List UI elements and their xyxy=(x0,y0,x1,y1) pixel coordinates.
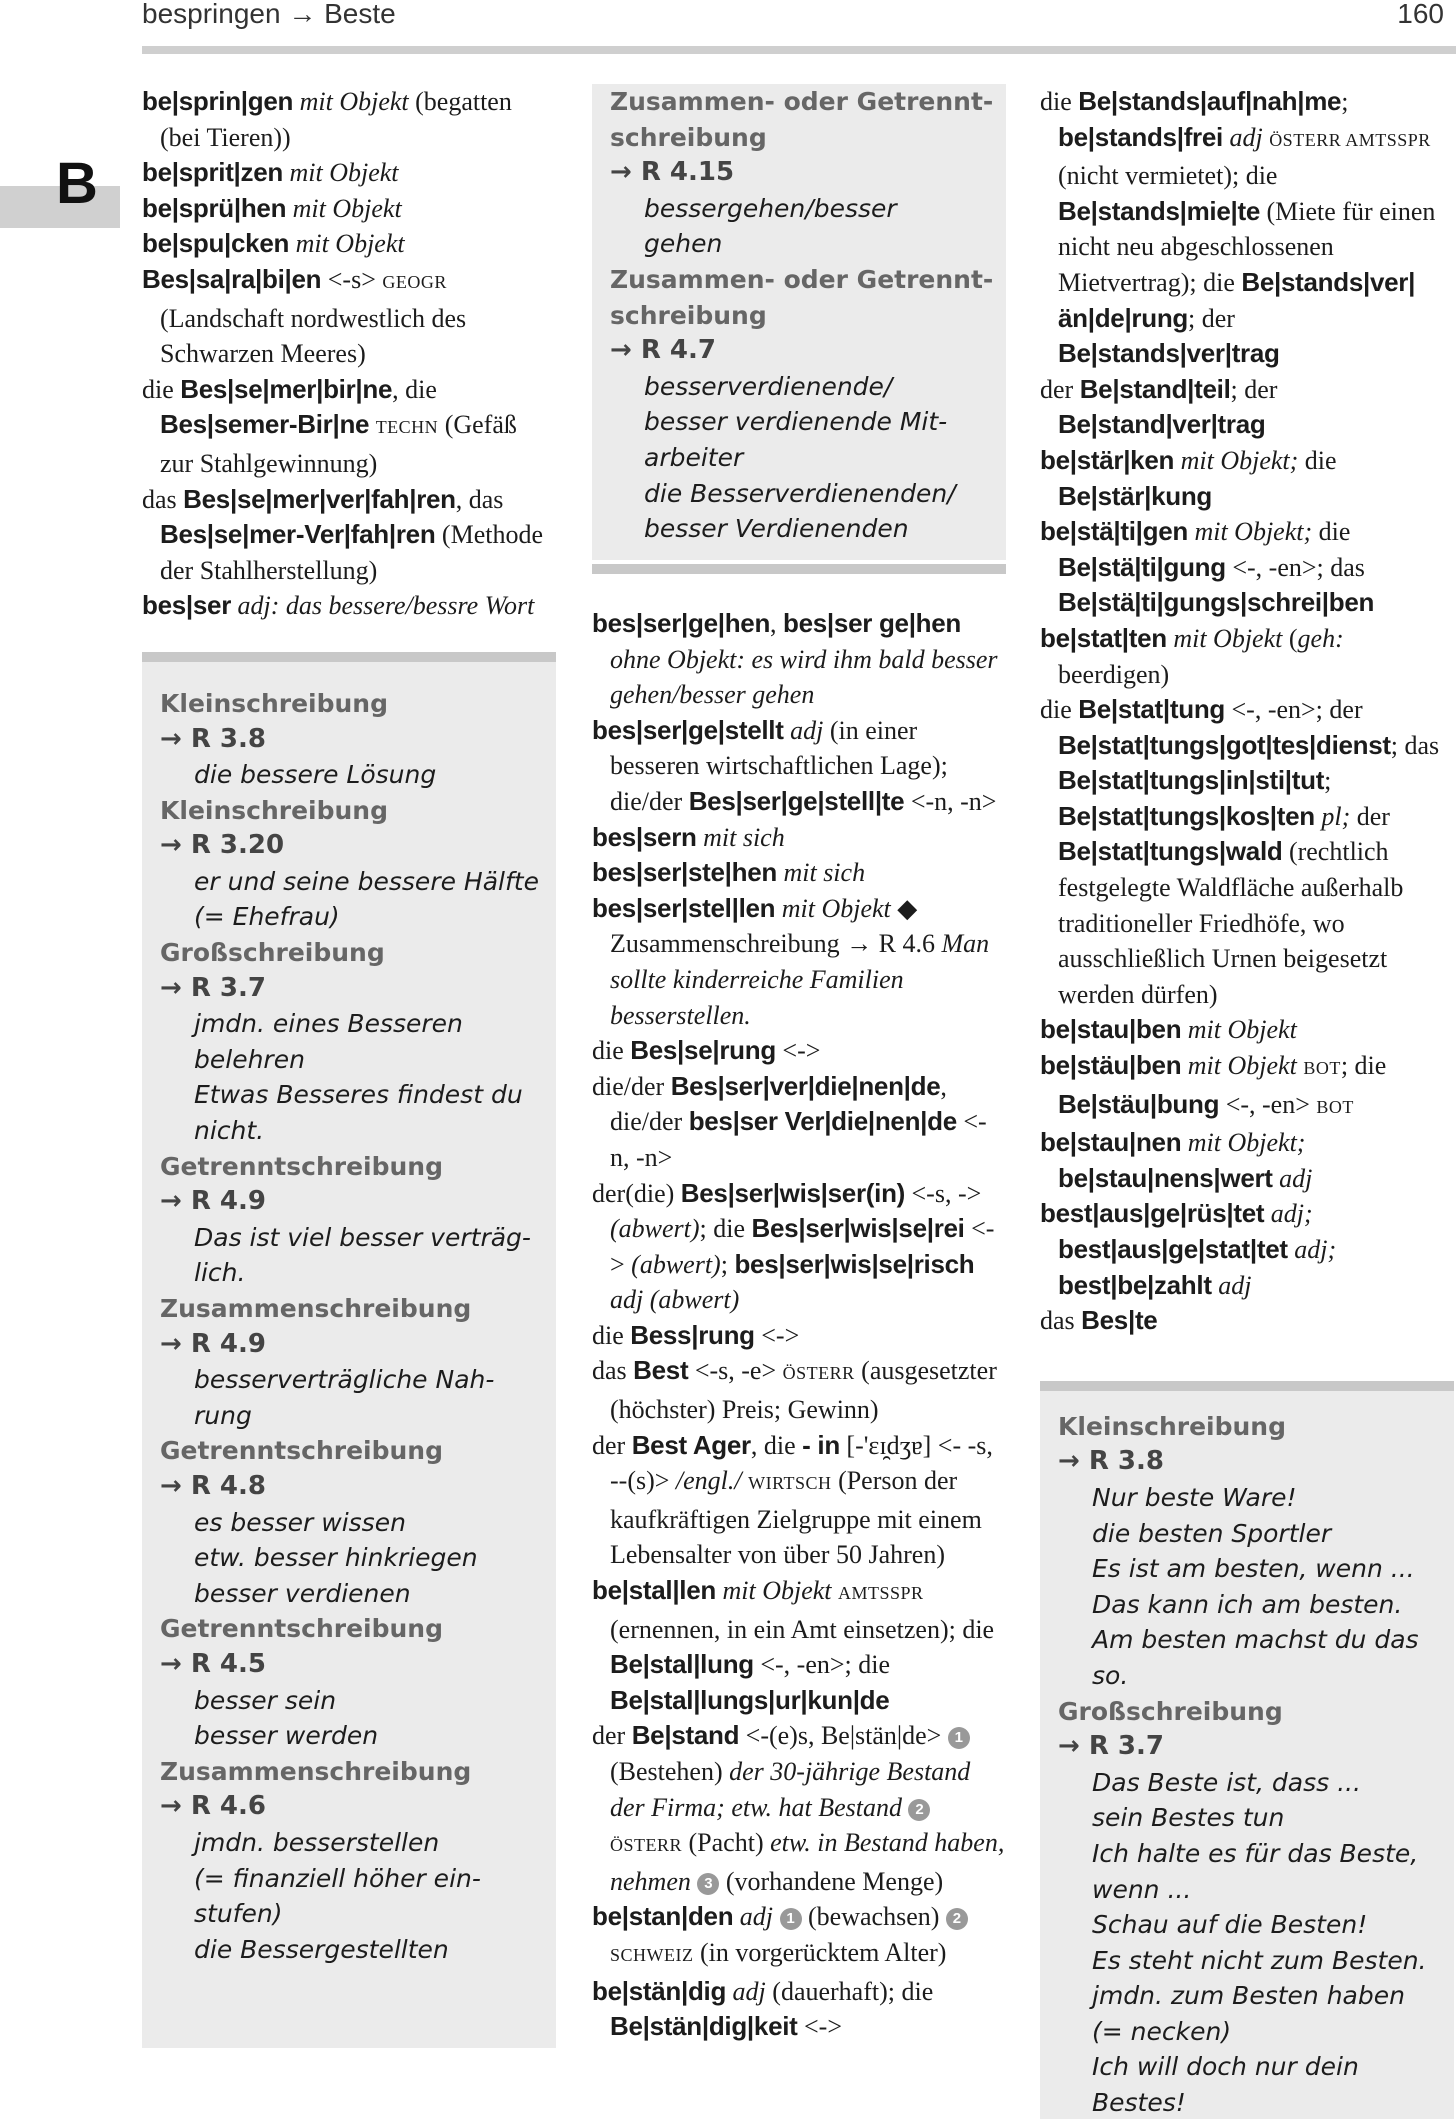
entry-text: <-s, -> xyxy=(905,1178,982,1208)
entry-text: , die xyxy=(392,374,437,404)
example-line: Das kann ich am besten. xyxy=(1092,1589,1403,1619)
note-heading: Zusammen- oder Getrennt- xyxy=(610,264,994,294)
entry-text: (in einer besseren wirtschaftlichen Lage); die/der xyxy=(610,715,948,816)
headword: Bes|ser|wis|se|rei xyxy=(751,1213,965,1244)
entry-text: (bewachsen) xyxy=(801,1902,946,1932)
note-heading: Getrenntschreibung xyxy=(160,1151,443,1181)
example-line: besser werden xyxy=(194,1721,379,1751)
dictionary-entry xyxy=(142,588,556,624)
note-heading: Kleinschreibung xyxy=(1058,1411,1287,1441)
headword: Bes|sa|ra|bi|en xyxy=(142,263,322,294)
note-heading: Kleinschreibung xyxy=(160,688,389,718)
note-heading-cont: schreibung xyxy=(610,300,767,330)
entry-text: der xyxy=(592,1721,632,1751)
headword: Bess|rung xyxy=(630,1319,755,1350)
entry-text: ; xyxy=(1341,87,1349,116)
headword: best|be|zahlt xyxy=(1058,1269,1212,1300)
grammar-label: (abwert) xyxy=(610,1214,700,1244)
example-line: die Besserverdienenden/ xyxy=(644,478,956,508)
subject-label: GEOGR xyxy=(382,271,447,292)
grammar-label: mit sich xyxy=(783,858,866,888)
entry-text: ; der xyxy=(1230,374,1278,404)
entry-text: <-n, -n> xyxy=(904,786,997,816)
grammar-label: mit Objekt xyxy=(1173,623,1283,653)
entry-text: , die/der xyxy=(610,1071,947,1137)
headword: be|stau|nen xyxy=(1040,1127,1182,1158)
example-line: jmdn. zum Besten haben xyxy=(1092,1981,1405,2011)
headword: bes|ser ge|hen xyxy=(783,608,962,638)
rule-reference: → R 3.7 xyxy=(160,972,266,1003)
rule-reference: → R 4.6 xyxy=(160,1791,266,1822)
example-line: Es ist am besten, wenn ... xyxy=(1092,1554,1415,1584)
headword: Best xyxy=(633,1355,689,1386)
subject-label: BOT xyxy=(1303,1058,1341,1079)
headword: be|sprin|gen xyxy=(142,86,294,116)
entry-text: <-n, -n> xyxy=(610,1107,987,1172)
entry-text: die xyxy=(592,1320,631,1350)
dictionary-entry xyxy=(592,891,1006,1033)
example-line: (= Ehefrau) xyxy=(194,902,340,932)
spelling-note-box-1 xyxy=(142,652,556,2048)
example-line: belehren xyxy=(194,1044,305,1074)
subject-label: BOT xyxy=(1316,1096,1354,1117)
grammar-label: mit Objekt xyxy=(292,193,402,223)
example-line: Bestes! xyxy=(1092,2088,1186,2118)
grammar-label: adj xyxy=(1279,1163,1313,1193)
headword: be|stau|ben xyxy=(1040,1014,1182,1045)
grammar-label: adj xyxy=(1218,1270,1252,1300)
grammar-label: /engl./ xyxy=(675,1466,742,1496)
entry-text: die xyxy=(142,374,181,404)
grammar-label: adj xyxy=(739,1902,774,1932)
headword: bes|ser xyxy=(142,590,232,621)
headword: Bes|se|mer|bir|ne xyxy=(180,373,393,404)
headword: be|stän|dig xyxy=(592,1975,727,2006)
entry-text: die xyxy=(592,1036,631,1066)
sense-number: 3 xyxy=(697,1873,719,1895)
example-line: nicht. xyxy=(194,1116,265,1146)
entry-text: (nicht vermietet); die xyxy=(1058,161,1278,191)
entry-text: <-, -en>; das xyxy=(1225,552,1365,582)
grammar-label: mit Objekt xyxy=(722,1576,832,1606)
example-line: besser verdienen xyxy=(194,1578,411,1608)
entry-text: ; die xyxy=(1340,1051,1387,1081)
headword: Bes|ser|ge|stell|te xyxy=(688,785,905,816)
example-line: Ich halte es für das Beste, xyxy=(1092,1838,1419,1868)
entry-text: (in vorgerücktem Alter) xyxy=(693,1937,947,1967)
dictionary-entry xyxy=(1040,443,1454,514)
entry-text: die xyxy=(1040,87,1079,116)
example-line: sein Bestes tun xyxy=(1092,1803,1285,1833)
headword: Be|stand xyxy=(631,1720,740,1751)
headword: bes|ser|stel|len xyxy=(592,892,776,923)
entry-text: die/der xyxy=(592,1071,671,1101)
headword: Be|stä|ti|gung xyxy=(1058,551,1226,582)
headword: Be|stat|tungs|kos|ten xyxy=(1058,800,1315,831)
headword: Be|stat|tungs|got|tes|dienst xyxy=(1058,729,1391,760)
entry-text: (Methode der Stahlherstellung) xyxy=(160,520,544,585)
dictionary-entry xyxy=(592,1573,1006,1718)
example-line: besserverdienende/ xyxy=(644,371,893,401)
note-heading: Kleinschreibung xyxy=(160,795,389,825)
headword: be|stat|ten xyxy=(1040,622,1167,653)
note-heading: Zusammen- oder Getrennt- xyxy=(610,87,994,116)
entry-text: (dauerhaft); die xyxy=(765,1976,934,2006)
sense-number: 2 xyxy=(946,1908,968,1930)
box-2-bottom-rule xyxy=(592,564,1006,574)
headword: bes|ser|ge|hen xyxy=(592,608,771,638)
rule-reference: → R 4.5 xyxy=(160,1648,266,1679)
example-line: bessergehen/besser xyxy=(644,193,897,223)
entry-text: (begatten (bei Tieren)) xyxy=(160,87,512,152)
example-line: die bessere Lösung xyxy=(194,760,437,790)
example-line: besserverträgliche Nah- xyxy=(194,1365,495,1395)
subject-label: SCHWEIZ xyxy=(610,1944,694,1965)
dictionary-entry xyxy=(592,606,1006,713)
dictionary-entry xyxy=(1040,1125,1454,1196)
rule-reference: → R 3.7 xyxy=(1058,1731,1164,1762)
dictionary-entry xyxy=(142,482,556,589)
entry-text: <-> xyxy=(754,1320,800,1350)
note-heading: Zusammenschreibung xyxy=(160,1294,472,1323)
entry-text: der xyxy=(1040,374,1080,404)
entry-text: <-s> xyxy=(321,264,383,294)
rule-reference: → R 4.7 xyxy=(610,335,716,366)
entry-text: , das xyxy=(455,484,504,514)
entry-text xyxy=(773,1902,780,1931)
headword: be|stär|ken xyxy=(1040,444,1175,475)
running-header-title: bespringen → Beste xyxy=(142,0,396,29)
headword: be|sprü|hen xyxy=(142,192,287,223)
dictionary-entry xyxy=(142,226,556,262)
headword: be|stal|len xyxy=(592,1575,716,1606)
headword: Be|stands|ver|trag xyxy=(1058,338,1280,369)
headword: Best Ager xyxy=(631,1429,751,1460)
grammar-label: adj xyxy=(732,1976,766,2006)
entry-text: (Gefäß zur Stahlgewinnung) xyxy=(160,410,517,478)
example-line: jmdn. besserstellen xyxy=(194,1827,440,1857)
example-line: besser sein xyxy=(194,1685,337,1715)
entry-text: die xyxy=(1312,517,1351,547)
example-line: besser verdienende Mit- xyxy=(644,407,948,437)
dictionary-entry xyxy=(592,1974,1006,2045)
headword: Bes|se|mer-Ver|fah|ren xyxy=(160,519,436,550)
headword: Be|stär|kung xyxy=(1058,480,1212,511)
headword: Bes|se|mer|ver|fah|ren xyxy=(183,483,456,514)
entry-text: <-, -en>; die xyxy=(753,1650,891,1680)
subject-label: ÖSTERR AMTSSPR xyxy=(1269,129,1431,150)
entry-text: (Miete für einen nicht neu abgeschlossenen Mietvertrag); die xyxy=(1058,196,1436,297)
headword: Be|stal|lung xyxy=(610,1649,754,1680)
dictionary-entry xyxy=(1040,372,1454,443)
grammar-label: Man sollte kinderreiche Familien besserstellen. xyxy=(610,929,990,1030)
dictionary-entry xyxy=(592,1899,1006,1973)
note-heading: Zusammenschreibung xyxy=(160,1756,472,1786)
entry-text: die xyxy=(1040,695,1079,725)
entry-text: ; der xyxy=(1188,303,1235,333)
thumb-index-letter: B xyxy=(56,151,98,216)
entry-text: ◆ Zusammenschreibung → R 4.6 xyxy=(610,893,942,959)
headword: Be|stands|mie|te xyxy=(1058,195,1260,226)
example-line: so. xyxy=(1092,1660,1129,1690)
dictionary-entry xyxy=(1040,1303,1454,1339)
entry-text: (Pacht) xyxy=(682,1828,771,1858)
headword: Be|stä|ti|gungs|schrei|ben xyxy=(1058,587,1375,618)
dictionary-entry xyxy=(1040,84,1454,372)
headword: Be|stand|ver|trag xyxy=(1058,409,1266,440)
entry-text: (Person der kaufkräftigen Zielgruppe mit einem Lebensalter von über 50 Jahren) xyxy=(610,1466,982,1570)
dictionary-entry xyxy=(142,191,556,227)
entry-text: der(die) xyxy=(592,1178,681,1208)
example-line: Etwas Besseres findest du xyxy=(194,1080,523,1110)
dictionary-entry xyxy=(592,1069,1006,1176)
grammar-label: mit Objekt; xyxy=(1194,517,1313,547)
example-line: jmdn. eines Besseren xyxy=(194,1009,463,1039)
example-line: wenn ... xyxy=(1092,1874,1192,1904)
headword: Be|stat|tung xyxy=(1078,694,1225,725)
dictionary-entry xyxy=(592,820,1006,856)
headword: Be|stäu|bung xyxy=(1058,1088,1220,1119)
entry-text: <-, -en>; der xyxy=(1225,695,1363,725)
note-heading: Getrenntschreibung xyxy=(160,1436,443,1466)
entry-text: <-> xyxy=(797,2012,842,2042)
entry-text: (vorhandene Menge) xyxy=(719,1866,944,1896)
sense-number: 1 xyxy=(780,1908,802,1930)
example-line: Am besten machst du das xyxy=(1092,1625,1419,1655)
dictionary-entry xyxy=(1040,692,1454,1012)
rule-reference: → R 4.9 xyxy=(160,1328,266,1359)
entry-text: ; das xyxy=(1390,730,1440,760)
column-3 xyxy=(1040,84,1454,2119)
entry-text: <-s, -e> xyxy=(688,1356,783,1386)
dictionary-entry xyxy=(142,84,556,155)
grammar-label: adj: das bessere/bessre Wort xyxy=(237,591,535,621)
example-line: Das Beste ist, dass ... xyxy=(1092,1767,1361,1797)
grammar-label: ohne Objekt: es wird ihm bald besser gehen/besser gehen xyxy=(610,644,998,710)
grammar-label: adj; xyxy=(1294,1235,1337,1264)
dictionary-entry xyxy=(592,1318,1006,1354)
example-line: die besten Sportler xyxy=(1092,1518,1332,1548)
grammar-label: mit Objekt xyxy=(1187,1051,1297,1081)
example-line: die Bessergestellten xyxy=(194,1934,449,1964)
entry-text: ( xyxy=(1282,623,1298,653)
entry-text: <-> xyxy=(610,1214,995,1279)
headword: be|stä|ti|gen xyxy=(1040,516,1188,547)
dictionary-entry xyxy=(592,1033,1006,1069)
headword: be|stan|den xyxy=(592,1901,734,1932)
entry-text: <-, -en> xyxy=(1219,1089,1317,1119)
example-line: es besser wissen xyxy=(194,1507,406,1537)
grammar-label: mit Objekt xyxy=(299,87,409,116)
example-line: rung xyxy=(194,1400,252,1430)
headword: bes|ser|ge|stellt xyxy=(592,714,784,745)
headword: Be|stands|ver|än|de|rung xyxy=(1058,266,1416,333)
example-line: stufen) xyxy=(194,1899,283,1929)
entry-text: [-'ɛɪ̯dʒɐ] <- -s, --(s)> xyxy=(610,1430,993,1496)
sense-number: 2 xyxy=(908,1799,930,1821)
grammar-label: mit Objekt xyxy=(1187,1015,1297,1045)
grammar-label: etw. in Bestand haben, nehmen xyxy=(610,1828,1005,1896)
dictionary-entry xyxy=(1040,1196,1454,1303)
example-line: gehen xyxy=(644,229,723,259)
spelling-note-box-2 xyxy=(592,84,1006,560)
grammar-label: pl; xyxy=(1321,801,1351,831)
headword: Be|stands|auf|nah|me xyxy=(1078,86,1342,116)
grammar-label: adj (abwert) xyxy=(610,1285,740,1315)
headword: Bes|se|rung xyxy=(630,1035,776,1066)
example-line: arbeiter xyxy=(644,442,744,472)
dictionary-entry xyxy=(592,713,1006,820)
note-heading: Getrenntschreibung xyxy=(160,1614,443,1644)
example-line: Es steht nicht zum Besten. xyxy=(1092,1945,1427,1975)
dictionary-entry xyxy=(142,372,556,482)
entry-text: der xyxy=(592,1430,632,1460)
grammar-label: mit Objekt xyxy=(295,229,405,259)
rule-reference: → R 3.8 xyxy=(1058,1446,1164,1477)
grammar-label: (abwert) xyxy=(631,1249,721,1279)
entry-text: (Landschaft nordwestlich des Schwarzen Meeres) xyxy=(160,303,467,369)
header-rule xyxy=(142,46,1456,54)
headword: Be|stat|tungs|in|sti|tut xyxy=(1058,765,1325,796)
dictionary-entry xyxy=(592,1353,1006,1427)
headword: Bes|semer-Bir|ne xyxy=(160,409,370,440)
subject-label: ÖSTERR xyxy=(782,1363,855,1384)
dictionary-entry xyxy=(592,855,1006,891)
entry-text: , xyxy=(770,609,784,638)
spelling-note-box-3 xyxy=(1040,1381,1454,2119)
dictionary-entry xyxy=(592,1428,1006,1573)
grammar-label: adj xyxy=(790,715,824,745)
headword: Be|stand|teil xyxy=(1079,373,1231,404)
dictionary-entry xyxy=(1040,1048,1454,1125)
entry-text: der xyxy=(1350,801,1390,831)
entry-text: <-(e)s, Be|stän|de> xyxy=(739,1721,948,1751)
headword: Be|stän|dig|keit xyxy=(610,2011,798,2042)
grammar-label: mit Objekt; xyxy=(1187,1128,1306,1158)
example-line: Nur beste Ware! xyxy=(1092,1482,1297,1512)
rule-reference: → R 4.8 xyxy=(160,1470,266,1501)
headword: bes|ser|ste|hen xyxy=(592,857,777,888)
entries-col1 xyxy=(142,84,556,624)
grammar-label: mit Objekt; xyxy=(1180,445,1299,475)
entry-text: (rechtlich festgelegte Waldfläche außerhalb traditioneller Friedhöfe, wo ausschließlich Urnen beigesetzt werden dürfen) xyxy=(1058,837,1404,1009)
example-line: besser Verdienenden xyxy=(644,514,909,544)
grammar-label: geh: xyxy=(1297,623,1344,653)
entry-text: das xyxy=(142,484,184,514)
entry-text: das xyxy=(1040,1306,1082,1336)
entry-text: , die xyxy=(750,1430,803,1460)
example-line: etw. besser hinkriegen xyxy=(194,1543,478,1573)
entry-text: (ausgesetzter (höchster) Preis; Gewinn) xyxy=(610,1356,997,1425)
example-line: (= finanziell höher ein- xyxy=(194,1863,481,1893)
headword: bes|sern xyxy=(592,821,697,852)
example-line: er und seine bessere Hälfte xyxy=(194,866,539,896)
entry-text: (ernennen, in ein Amt einsetzen); die xyxy=(610,1614,995,1644)
sense-number: 1 xyxy=(948,1727,970,1749)
dictionary-entry xyxy=(1040,514,1454,621)
headword: be|stau|nens|wert xyxy=(1058,1162,1273,1193)
dictionary-entry xyxy=(142,155,556,191)
grammar-label: der 30-jährige Bestand der Firma; etw. hat Bestand xyxy=(610,1757,971,1822)
note-heading: Großschreibung xyxy=(160,938,385,968)
headword: be|stands|frei xyxy=(1058,121,1223,152)
headword: Be|stat|tungs|wald xyxy=(1058,836,1283,867)
rule-reference: → R 3.8 xyxy=(160,723,266,754)
dictionary-entry xyxy=(592,1718,1006,1899)
subject-label: TECHN xyxy=(375,417,439,438)
entry-text: ; xyxy=(720,1249,735,1279)
example-line: Ich will doch nur dein xyxy=(1092,2052,1359,2082)
page-number: 160 xyxy=(1397,0,1444,29)
entry-text: ; die xyxy=(699,1214,752,1244)
note-heading: Großschreibung xyxy=(1058,1696,1283,1726)
rule-reference: → R 4.15 xyxy=(610,157,735,188)
headword: Bes|te xyxy=(1081,1305,1158,1336)
example-line: (= necken) xyxy=(1092,2016,1232,2046)
subject-label: ÖSTERR xyxy=(610,1835,683,1856)
entry-text: <-> xyxy=(775,1036,821,1066)
column-2 xyxy=(592,84,1006,2045)
entry-text: ; xyxy=(1324,766,1332,796)
grammar-label: adj xyxy=(1229,122,1263,152)
headword: be|sprit|zen xyxy=(142,157,283,188)
entry-text: die xyxy=(1298,445,1337,475)
headword: be|stäu|ben xyxy=(1040,1050,1182,1081)
entry-text: beerdigen) xyxy=(1058,659,1170,689)
dictionary-entry xyxy=(1040,621,1454,692)
headword: best|aus|ge|stat|tet xyxy=(1058,1234,1288,1264)
subject-label: WIRTSCH xyxy=(748,1473,832,1494)
headword: Be|stal|lungs|ur|kun|de xyxy=(610,1684,890,1715)
headword: - in xyxy=(802,1429,840,1460)
entries-col2 xyxy=(592,606,1006,2045)
grammar-label: mit Objekt xyxy=(289,158,399,188)
entry-text: das xyxy=(592,1356,634,1386)
entries-col3 xyxy=(1040,84,1454,1339)
headword: Bes|ser|ver|die|nen|de xyxy=(670,1070,941,1101)
entry-text: (Bestehen) xyxy=(610,1757,730,1786)
dictionary-entry xyxy=(592,1176,1006,1318)
dictionary-entry xyxy=(1040,1012,1454,1048)
rule-reference: → R 4.9 xyxy=(160,1186,266,1217)
rule-reference: → R 3.20 xyxy=(160,830,285,861)
subject-label: AMTSSPR xyxy=(838,1583,924,1604)
headword: bes|ser|wis|se|risch xyxy=(734,1248,975,1279)
example-line: Das ist viel besser verträg- xyxy=(194,1222,531,1252)
column-1 xyxy=(142,84,556,2048)
headword: be|spu|cken xyxy=(142,228,290,259)
dictionary-entry xyxy=(142,262,556,372)
grammar-label: mit sich xyxy=(703,822,785,852)
headword: Bes|ser|wis|ser(in) xyxy=(680,1177,906,1208)
example-line: lich. xyxy=(194,1258,246,1288)
grammar-label: mit Objekt xyxy=(781,893,891,923)
headword: bes|ser Ver|die|nen|de xyxy=(688,1106,957,1137)
headword: best|aus|ge|rüs|tet xyxy=(1040,1198,1265,1229)
grammar-label: adj; xyxy=(1270,1199,1313,1229)
example-line: Schau auf die Besten! xyxy=(1092,1910,1368,1940)
note-heading-cont: schreibung xyxy=(610,122,767,152)
